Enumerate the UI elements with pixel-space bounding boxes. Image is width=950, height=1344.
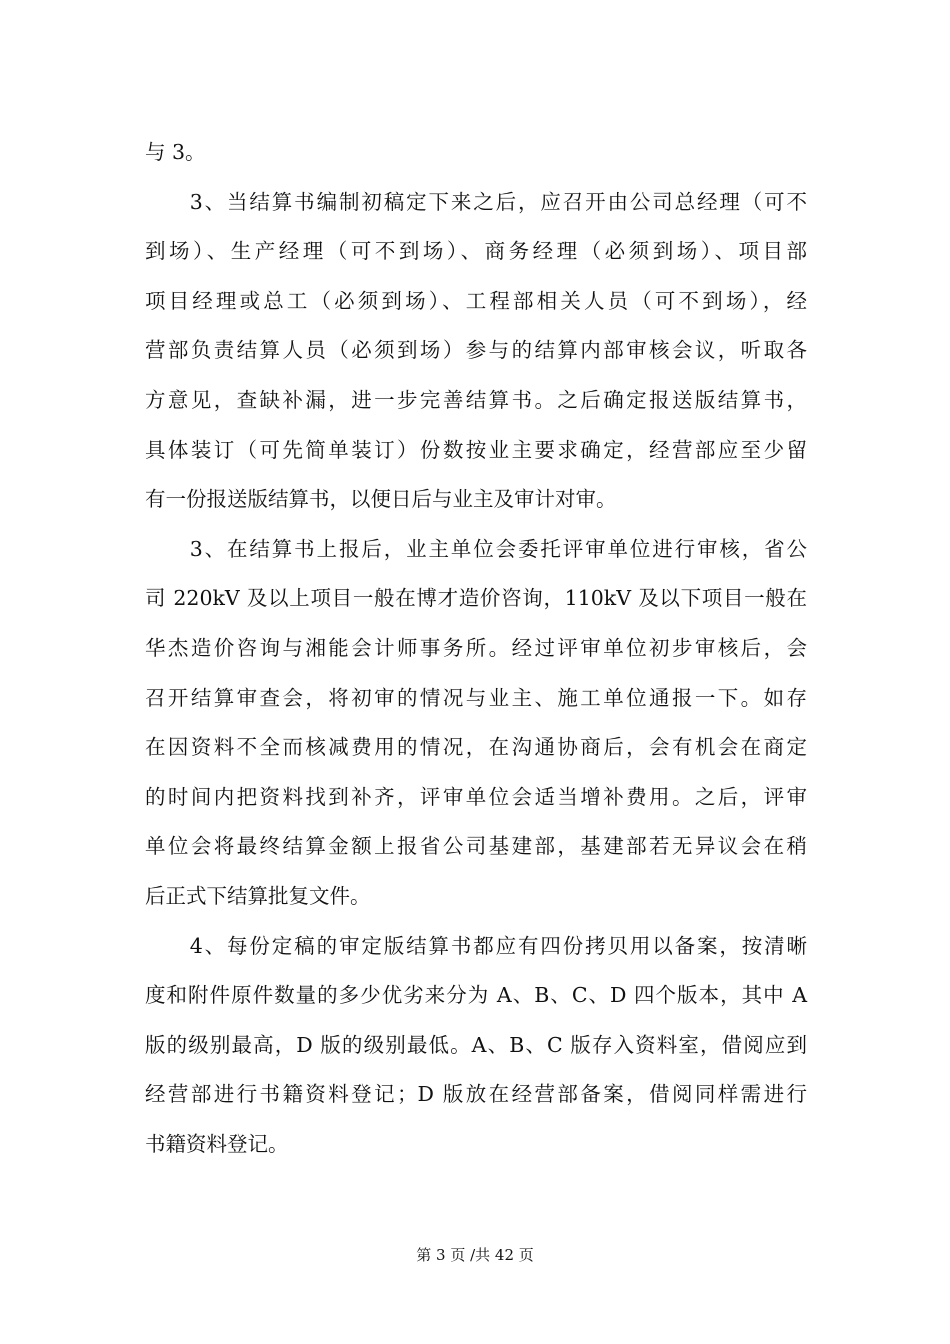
text-line: 在因资料不全而核减费用的情况，在沟通协商后，会有机会在商定 (145, 735, 807, 760)
text-line: 书籍资料登记。 (145, 1131, 289, 1156)
text-line: 4、每份定稿的审定版结算书都应有四份拷贝用以备案，按清晰 (145, 933, 807, 958)
page-footer: 第 3 页 /共 42 页 (416, 1246, 534, 1264)
paragraph (145, 128, 807, 178)
text-line: 后正式下结算批复文件。 (145, 883, 371, 908)
document-body (145, 128, 807, 1169)
text-line: 与 3。 (145, 140, 206, 164)
text-line: 度和附件原件数量的多少优劣来分为 A、B、C、D 四个版本，其中 A (145, 983, 807, 1008)
paragraph (145, 922, 807, 1170)
text-line: 的时间内把资料找到补齐，评审单位会适当增补费用。之后，评审 (145, 784, 807, 809)
text-line: 单位会将最终结算金额上报省公司基建部，基建部若无异议会在稍 (145, 834, 807, 859)
text-line: 有一份报送版结算书，以便日后与业主及审计对审。 (145, 487, 617, 512)
text-line: 华杰造价咨询与湘能会计师事务所。经过评审单位初步审核后，会 (145, 635, 807, 660)
text-line: 召开结算审查会，将初审的情况与业主、施工单位通报一下。如存 (145, 685, 807, 710)
text-line: 3、在结算书上报后，业主单位会委托评审单位进行审核，省公 (145, 536, 807, 561)
text-line: 具体装订（可先简单装订）份数按业主要求确定，经营部应至少留 (145, 437, 807, 462)
text-line: 营部负责结算人员（必须到场）参与的结算内部审核会议，听取各 (145, 338, 807, 363)
text-line: 项目经理或总工（必须到场）、工程部相关人员（可不到场），经 (145, 288, 807, 313)
text-line: 版的级别最高，D 版的级别最低。A、B、C 版存入资料室，借阅应到 (145, 1032, 807, 1057)
text-line: 司 220kV 及以上项目一般在博才造价咨询，110kV 及以下项目一般在 (145, 586, 807, 611)
text-line: 方意见，查缺补漏，进一步完善结算书。之后确定报送版结算书， (145, 387, 807, 412)
text-line: 3、当结算书编制初稿定下来之后，应召开由公司总经理（可不 (145, 189, 807, 214)
paragraph (145, 178, 807, 525)
text-line: 经营部进行书籍资料登记；D 版放在经营部备案，借阅同样需进行 (145, 1082, 807, 1107)
text-line: 到场）、生产经理（可不到场）、商务经理（必须到场）、项目部 (145, 239, 807, 264)
paragraph (145, 525, 807, 922)
